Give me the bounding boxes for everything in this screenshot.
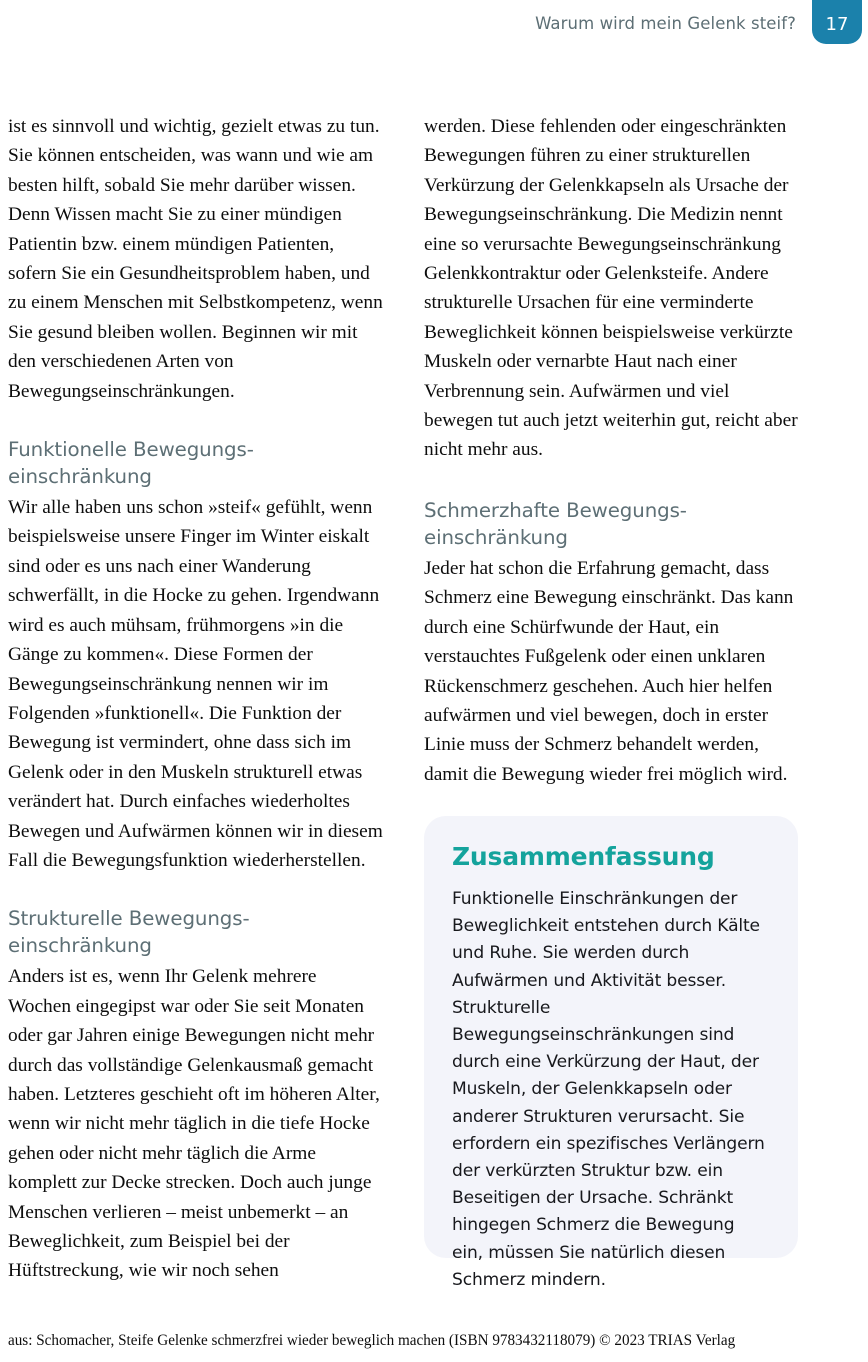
- summary-callout-box: [424, 816, 798, 1290]
- paragraph-funktionelle-bewegungseinschraenkung: Wir alle haben uns schon »steif« gefühlt, wenn beispielsweise unsere Finger im Winter eiskalt sind oder es uns nach einer Wanderung schwerfällt, in die Hocke zu gehen. Irgendwann wird es auch mühsam, frühmorgens »in die Gänge zu kommen«. Diese Formen der Bewegungseinschränkung nennen wir im Folgenden »funktionell«. Die Funktion der Bewegung ist vermindert, ohne dass sich im Gelenk oder in den Muskeln strukturell etwas verändert hat. Durch einfaches wiederholtes Bewegen und Aufwärmen können wir in diesem Fall die Bewegungsfunktion wiederherstellen.: [8, 497, 383, 871]
- paragraph-strukturelle-continuation: werden. Diese fehlenden oder eingeschränkten Bewegungen führen zu einer strukturellen Verkürzung der Gelenkkapseln als Ursache der Bewegungseinschränkung. Die Medizin nennt eine so verursachte Bewegungseinschränkung Gelenkkontraktur oder Gelenksteife. Andere strukturelle Ursachen für eine verminderte Beweglichkeit können beispielsweise verkürzte Muskeln oder vernarbte Haut nach einer Verbrennung sein. Aufwärmen und viel bewegen tut auch jetzt weiterhin gut, reicht aber nicht mehr aus.: [424, 116, 798, 461]
- page-number-badge: 17: [812, 0, 862, 44]
- running-head-title: Warum wird mein Gelenk steif?: [535, 14, 796, 33]
- footer-credit-line: aus: Schomacher, Steife Gelenke schmerzfrei wieder beweglich machen (ISBN 9783432118079) © 2023 TRIAS Verlag: [8, 1332, 736, 1349]
- heading-funktionelle-bewegungseinschraenkung: Funktionelle Bewegungseinschränkung: [8, 438, 254, 489]
- summary-title: Zusammenfassung: [452, 842, 715, 871]
- paragraph-intro-continuation: ist es sinnvoll und wichtig, gezielt etwas zu tun. Sie können entscheiden, was wann und wie am besten hilft, sobald Sie mehr darüber wissen. Denn Wissen macht Sie zu einer mündigen Patientin bzw. einem mündigen Patienten, sofern Sie ein Gesundheitsproblem haben, und zu einem Menschen mit Selbstkompetenz, wenn Sie gesund bleiben wollen. Beginnen wir mit den verschiedenen Arten von Bewegungseinschränkungen.: [8, 116, 383, 402]
- heading-strukturelle-bewegungseinschraenkung: Strukturelle Bewegungseinschränkung: [8, 907, 250, 958]
- summary-text: Funktionelle Einschränkungen der Beweglichkeit entstehen durch Kälte und Ruhe. Sie werden durch Aufwärmen und Aktivität besser. Strukturelle Bewegungseinschränkungen sind durch eine Verkürzung der Haut, der Muskeln, der Gelenkkapseln oder anderer Strukturen verursacht. Sie erfordern ein spezifisches Verlängern der verkürzten Struktur bzw. ein Beseitigen der Ursache. Schränkt hingegen Schmerz die Bewegung ein, müssen Sie natürlich diesen Schmerz mindern.: [452, 889, 765, 1290]
- column-right: [424, 112, 800, 789]
- paragraph-schmerzhafte-bewegungseinschraenkung: Jeder hat schon die Erfahrung gemacht, dass Schmerz eine Bewegung einschränkt. Das kann durch eine Schürfwunde der Haut, ein verstauchtes Fußgelenk oder einen unklaren Rückenschmerz geschehen. Auch hier helfen aufwärmen und viel bewegen, doch in erster Linie muss der Schmerz behandelt werden, damit die Bewegung wieder frei möglich wird.: [424, 557, 794, 785]
- column-left: [8, 112, 384, 1286]
- paragraph-strukturelle-bewegungseinschraenkung: Anders ist es, wenn Ihr Gelenk mehrere Wochen eingegipst war oder Sie seit Monaten oder gar Jahren einige Bewegungen nicht mehr durch das vollständige Gelenkausmaß gemacht haben. Letzteres geschieht oft im höheren Alter, wenn wir nicht mehr täglich in die tiefe Hocke gehen oder nicht mehr täglich die Arme komplett zur Decke strecken. Doch auch junge Menschen verlieren – meist unbemerkt – an Beweglichkeit, zum Beispiel bei der Hüftstreckung, wie wir noch sehen: [8, 966, 380, 1282]
- running-head: [0, 0, 868, 52]
- heading-schmerzhafte-bewegungseinschraenkung: Schmerzhafte Bewegungseinschränkung: [424, 498, 687, 549]
